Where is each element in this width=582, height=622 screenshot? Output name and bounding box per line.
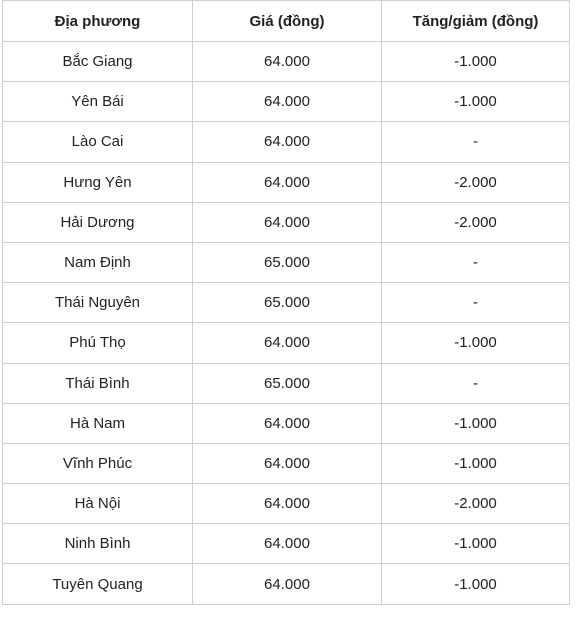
cell-price: 65.000	[193, 363, 382, 403]
table-row	[3, 524, 570, 564]
cell-locality: Nam Định	[3, 242, 193, 282]
cell-change: -2.000	[382, 162, 570, 202]
cell-price: 65.000	[193, 283, 382, 323]
cell-change: -	[382, 283, 570, 323]
cell-locality: Hải Dương	[3, 202, 193, 242]
cell-price: 64.000	[193, 42, 382, 82]
cell-change: -2.000	[382, 202, 570, 242]
table-row	[3, 363, 570, 403]
cell-locality: Bắc Giang	[3, 42, 193, 82]
header-locality: Địa phương	[3, 1, 193, 42]
cell-locality: Hà Nội	[3, 484, 193, 524]
table-row	[3, 484, 570, 524]
cell-locality: Hà Nam	[3, 403, 193, 443]
table-row	[3, 403, 570, 443]
table-body	[3, 42, 570, 605]
cell-change: -1.000	[382, 403, 570, 443]
cell-change: -	[382, 242, 570, 282]
cell-locality: Thái Nguyên	[3, 283, 193, 323]
cell-locality: Lào Cai	[3, 122, 193, 162]
cell-price: 64.000	[193, 403, 382, 443]
cell-change: -1.000	[382, 443, 570, 483]
cell-locality: Ninh Bình	[3, 524, 193, 564]
cell-price: 64.000	[193, 443, 382, 483]
table-row	[3, 42, 570, 82]
cell-locality: Vĩnh Phúc	[3, 443, 193, 483]
table-row	[3, 162, 570, 202]
cell-locality: Thái Bình	[3, 363, 193, 403]
cell-locality: Phú Thọ	[3, 323, 193, 363]
cell-locality: Tuyên Quang	[3, 564, 193, 604]
price-table	[2, 0, 570, 605]
cell-locality: Hưng Yên	[3, 162, 193, 202]
table-header-row	[3, 1, 570, 42]
cell-change: -	[382, 122, 570, 162]
cell-change: -1.000	[382, 524, 570, 564]
cell-price: 64.000	[193, 484, 382, 524]
cell-locality: Yên Bái	[3, 82, 193, 122]
cell-price: 64.000	[193, 162, 382, 202]
table-row	[3, 122, 570, 162]
cell-price: 64.000	[193, 122, 382, 162]
cell-change: -1.000	[382, 82, 570, 122]
cell-change: -1.000	[382, 323, 570, 363]
table-row	[3, 82, 570, 122]
table-row	[3, 242, 570, 282]
cell-price: 64.000	[193, 202, 382, 242]
cell-change: -	[382, 363, 570, 403]
cell-price: 64.000	[193, 82, 382, 122]
table-row	[3, 202, 570, 242]
cell-change: -1.000	[382, 42, 570, 82]
cell-price: 65.000	[193, 242, 382, 282]
cell-change: -1.000	[382, 564, 570, 604]
table-row	[3, 564, 570, 604]
cell-price: 64.000	[193, 524, 382, 564]
table-row	[3, 283, 570, 323]
cell-price: 64.000	[193, 564, 382, 604]
table-row	[3, 323, 570, 363]
header-price: Giá (đồng)	[193, 1, 382, 42]
table-row	[3, 443, 570, 483]
cell-change: -2.000	[382, 484, 570, 524]
cell-price: 64.000	[193, 323, 382, 363]
header-change: Tăng/giảm (đồng)	[382, 1, 570, 42]
